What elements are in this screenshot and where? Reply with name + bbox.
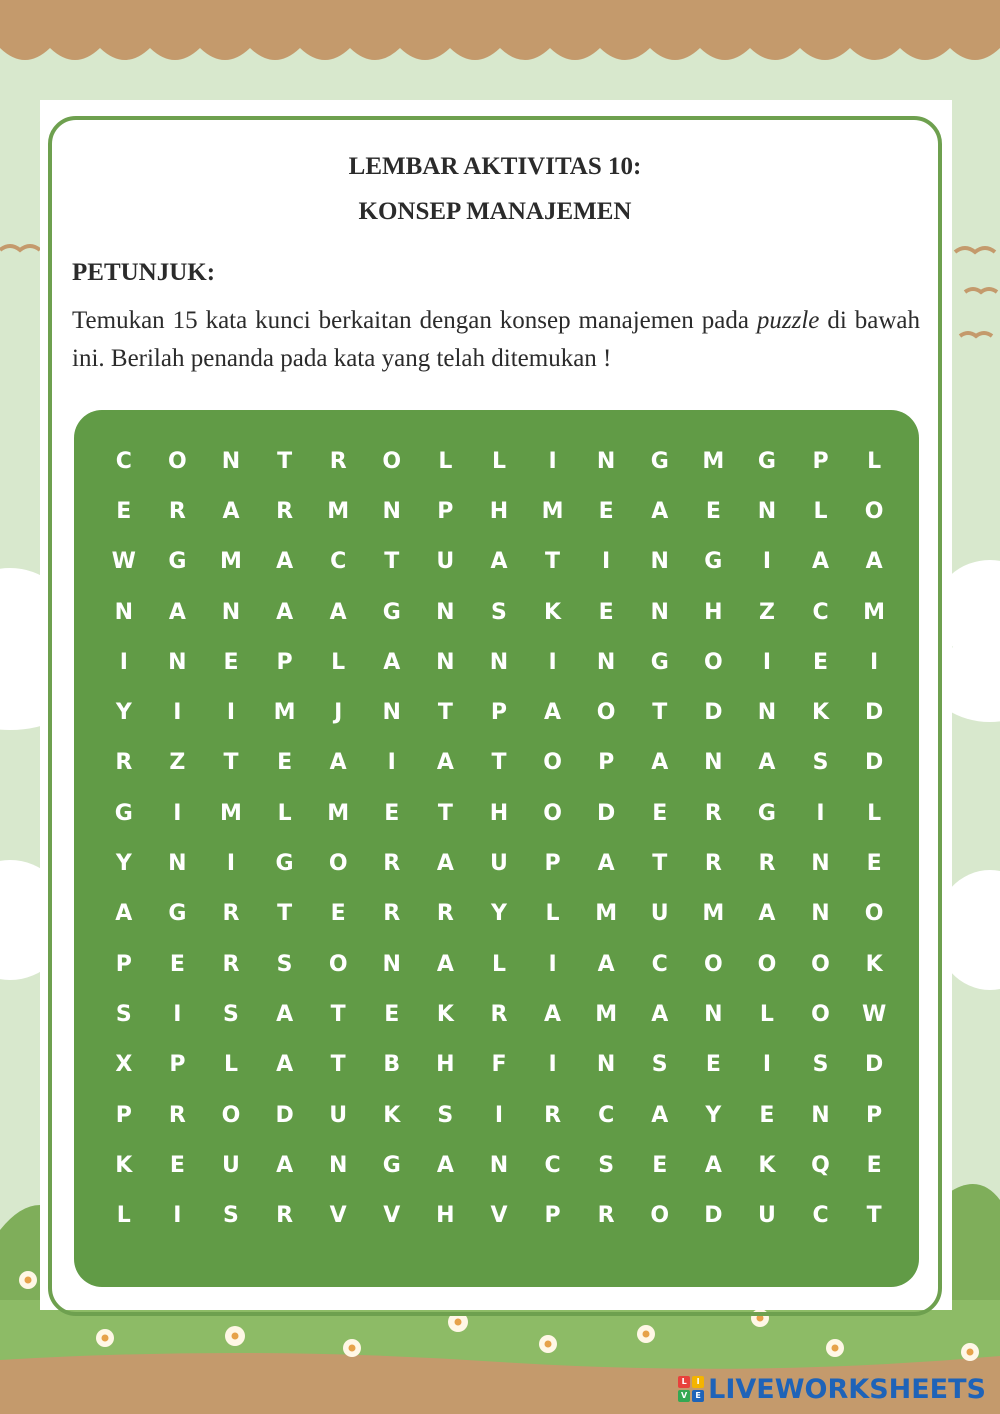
grid-cell[interactable]: P xyxy=(866,1102,883,1128)
grid-cell[interactable]: U xyxy=(650,901,669,927)
grid-cell[interactable]: O xyxy=(596,700,616,726)
grid-cell[interactable]: G xyxy=(650,448,669,474)
grid-cell[interactable]: A xyxy=(276,1052,294,1078)
grid-cell[interactable]: E xyxy=(759,1102,775,1128)
grid-cell[interactable]: A xyxy=(812,549,830,575)
grid-cell[interactable]: T xyxy=(652,700,668,726)
grid-cell[interactable]: I xyxy=(548,951,557,977)
grid-cell[interactable]: A xyxy=(276,1152,294,1178)
grid-cell[interactable]: Y xyxy=(490,901,507,927)
grid-cell[interactable]: E xyxy=(598,599,614,625)
grid-cell[interactable]: I xyxy=(173,1203,182,1229)
grid-cell[interactable]: R xyxy=(758,851,776,877)
grid-cell[interactable]: T xyxy=(223,750,239,776)
grid-cell[interactable]: P xyxy=(437,498,454,524)
grid-cell[interactable]: T xyxy=(866,1203,882,1229)
grid-cell[interactable]: K xyxy=(865,951,883,977)
grid-cell[interactable]: L xyxy=(491,951,506,977)
grid-cell[interactable]: O xyxy=(328,851,348,877)
grid-cell[interactable]: M xyxy=(863,599,886,625)
instructions-text-part2: di bawah ini. Berilah penanda pada kata yang telah ditemukan ! xyxy=(72,307,920,372)
grid-cell[interactable]: E xyxy=(598,498,614,524)
grid-cell[interactable]: I xyxy=(494,1102,504,1128)
grid-cell[interactable]: T xyxy=(277,901,293,927)
grid-cell[interactable]: I xyxy=(762,1052,772,1078)
grid-cell[interactable]: R xyxy=(544,1102,562,1128)
grid-cell[interactable]: K xyxy=(115,1152,133,1178)
grid-cell[interactable]: H xyxy=(489,498,509,524)
grid-cell[interactable]: L xyxy=(867,800,882,826)
grid-cell[interactable]: H xyxy=(436,1203,455,1229)
grid-cell[interactable]: N xyxy=(811,901,830,927)
grid-cell[interactable]: P xyxy=(598,750,615,776)
grid-cell[interactable]: I xyxy=(226,851,236,877)
grid-cell[interactable]: T xyxy=(437,700,453,726)
grid-cell[interactable]: E xyxy=(866,851,882,877)
grid-cell[interactable]: R xyxy=(383,901,401,927)
grid-cell[interactable]: D xyxy=(275,1102,294,1128)
grid-cell[interactable]: G xyxy=(275,851,294,877)
grid-cell[interactable]: M xyxy=(595,901,618,927)
grid-cell[interactable]: Z xyxy=(758,599,775,625)
grid-cell[interactable]: N xyxy=(704,750,723,776)
grid-cell[interactable]: A xyxy=(597,951,615,977)
grid-cell[interactable]: A xyxy=(544,1001,562,1027)
logo-tile: L xyxy=(678,1376,690,1388)
grid-cell[interactable]: P xyxy=(490,700,508,726)
grid-cell[interactable]: R xyxy=(276,498,294,524)
grid-cell[interactable]: N xyxy=(382,951,401,977)
grid-cell[interactable]: L xyxy=(491,448,506,474)
grid-cell[interactable]: O xyxy=(328,951,348,977)
grid-cell[interactable]: O xyxy=(703,649,723,675)
word-search-grid[interactable] xyxy=(97,436,901,1241)
grid-cell[interactable]: E xyxy=(813,649,829,675)
grid-cell[interactable]: R xyxy=(168,498,186,524)
grid-cell[interactable]: O xyxy=(382,448,402,474)
grid-cell[interactable]: D xyxy=(597,800,616,826)
grid-cell[interactable]: J xyxy=(334,700,343,726)
grid-cell[interactable]: R xyxy=(704,800,722,826)
grid-cell[interactable]: N xyxy=(811,1102,830,1128)
grid-cell[interactable]: G xyxy=(757,448,776,474)
grid-cell[interactable]: L xyxy=(759,1001,774,1027)
grid-cell[interactable]: N xyxy=(596,448,616,474)
grid-cell[interactable]: N xyxy=(757,498,777,524)
instructions-label: PETUNJUK: xyxy=(72,259,216,286)
grid-cell[interactable]: O xyxy=(168,448,187,474)
grid-cell[interactable]: A xyxy=(276,1001,294,1027)
grid-cell[interactable]: C xyxy=(115,448,132,474)
grid-cell[interactable]: M xyxy=(327,800,350,826)
grid-cell[interactable]: K xyxy=(758,1152,776,1178)
grid-cell[interactable]: R xyxy=(383,851,401,877)
grid-cell[interactable]: N xyxy=(328,1152,348,1178)
grid-cell[interactable]: N xyxy=(221,599,241,625)
grid-cell[interactable]: G xyxy=(650,649,669,675)
grid-cell[interactable]: V xyxy=(490,1203,508,1229)
grid-cell[interactable]: I xyxy=(173,1001,182,1027)
grid-cell[interactable]: T xyxy=(330,1001,346,1027)
grid-cell[interactable]: R xyxy=(704,851,722,877)
grid-cell[interactable]: G xyxy=(168,901,187,927)
grid-cell[interactable]: M xyxy=(702,448,725,474)
grid-cell[interactable]: M xyxy=(541,498,564,524)
grid-cell[interactable]: K xyxy=(436,1001,454,1027)
grid-cell[interactable]: C xyxy=(330,549,347,575)
grid-cell[interactable]: Y xyxy=(115,851,132,877)
grid-cell[interactable]: L xyxy=(331,649,346,675)
grid-cell[interactable]: C xyxy=(812,599,829,625)
grid-cell[interactable]: I xyxy=(870,649,879,675)
grid-cell[interactable]: I xyxy=(548,1052,557,1078)
grid-cell[interactable]: D xyxy=(864,700,884,726)
grid-cell[interactable]: B xyxy=(383,1052,401,1078)
grid-cell[interactable]: N xyxy=(489,649,509,675)
liveworksheets-logo-text: LIVEWORKSHEETS xyxy=(708,1373,986,1405)
instructions-text-part1: Temukan 15 kata kunci berkaitan dengan konsep manajemen pada xyxy=(72,307,757,334)
grid-cell[interactable]: N xyxy=(596,649,616,675)
grid-cell[interactable]: P xyxy=(115,1102,132,1128)
grid-cell[interactable]: R xyxy=(490,1001,508,1027)
grid-cell[interactable]: O xyxy=(864,498,884,524)
grid-cell[interactable]: U xyxy=(436,549,455,575)
grid-cell[interactable]: U xyxy=(490,851,508,877)
grid-cell[interactable]: A xyxy=(704,1152,722,1178)
grid-cell[interactable]: P xyxy=(544,1203,561,1229)
grid-cell[interactable]: N xyxy=(596,1052,616,1078)
grid-cell[interactable]: T xyxy=(652,851,668,877)
grid-cell[interactable]: S xyxy=(812,750,829,776)
grid-cell[interactable]: O xyxy=(864,901,884,927)
grid-cell[interactable]: E xyxy=(866,1152,882,1178)
grid-cell[interactable]: D xyxy=(864,1052,884,1078)
grid-cell[interactable]: L xyxy=(545,901,560,927)
grid-cell[interactable]: R xyxy=(168,1102,186,1128)
grid-cell[interactable]: A xyxy=(436,750,454,776)
grid-cell[interactable]: N xyxy=(382,700,401,726)
grid-cell[interactable]: T xyxy=(384,549,400,575)
grid-cell[interactable]: P xyxy=(115,951,132,977)
grid-cell[interactable]: A xyxy=(276,599,294,625)
grid-cell[interactable]: S xyxy=(437,1102,454,1128)
grid-cell[interactable]: H xyxy=(489,800,509,826)
logo-tile: V xyxy=(678,1390,690,1402)
grid-cell[interactable]: X xyxy=(115,1052,133,1078)
grid-cell[interactable]: K xyxy=(544,599,562,625)
grid-cell[interactable]: O xyxy=(811,1001,830,1027)
grid-cell[interactable]: N xyxy=(436,599,455,625)
grid-cell[interactable]: D xyxy=(704,700,723,726)
grid-cell[interactable]: P xyxy=(276,649,293,675)
instructions-text xyxy=(72,302,920,378)
grid-cell[interactable]: K xyxy=(811,700,830,726)
grid-cell[interactable]: U xyxy=(329,1102,348,1128)
grid-cell[interactable]: O xyxy=(543,750,562,776)
grid-cell[interactable]: N xyxy=(650,599,669,625)
grid-cell[interactable]: G xyxy=(168,549,187,575)
grid-cell[interactable]: W xyxy=(111,549,136,575)
grid-cell[interactable]: E xyxy=(384,1001,400,1027)
grid-cell[interactable]: V xyxy=(329,1203,347,1229)
grid-cell[interactable]: A xyxy=(651,1102,669,1128)
grid-cell[interactable]: S xyxy=(812,1052,829,1078)
grid-cell[interactable]: T xyxy=(491,750,507,776)
grid-cell[interactable]: M xyxy=(595,1001,618,1027)
grid-cell[interactable]: E xyxy=(705,1052,721,1078)
grid-cell[interactable]: O xyxy=(650,1203,670,1229)
grid-cell[interactable]: A xyxy=(168,599,186,625)
grid-cell[interactable]: E xyxy=(652,800,668,826)
grid-cell[interactable]: L xyxy=(813,498,828,524)
worksheet-title: LEMBAR AKTIVITAS 10: xyxy=(348,153,642,180)
worksheet-subtitle: KONSEP MANAJEMEN xyxy=(358,198,632,225)
grid-cell[interactable]: A xyxy=(758,750,776,776)
grid-cell[interactable]: I xyxy=(816,800,825,826)
grid-cell[interactable]: A xyxy=(222,498,240,524)
grid-cell[interactable]: Y xyxy=(705,1102,722,1128)
liveworksheets-logo-icon xyxy=(678,1376,704,1402)
grid-cell[interactable]: U xyxy=(222,1152,240,1178)
grid-cell[interactable]: E xyxy=(277,750,293,776)
grid-cell[interactable]: A xyxy=(651,750,669,776)
grid-cell[interactable]: C xyxy=(812,1203,829,1229)
grid-cell[interactable]: G xyxy=(382,599,401,625)
grid-cell[interactable]: H xyxy=(704,599,723,625)
grid-cell[interactable]: A xyxy=(329,750,347,776)
logo-tile: E xyxy=(692,1390,704,1402)
grid-cell[interactable]: T xyxy=(545,549,561,575)
grid-cell[interactable]: Z xyxy=(169,750,186,776)
grid-cell[interactable]: N xyxy=(114,599,133,625)
grid-cell[interactable]: I xyxy=(602,549,611,575)
grid-cell[interactable]: R xyxy=(436,901,454,927)
grid-cell[interactable]: O xyxy=(757,951,777,977)
grid-cell[interactable]: V xyxy=(383,1203,401,1229)
grid-cell[interactable]: R xyxy=(276,1203,294,1229)
grid-cell[interactable]: A xyxy=(436,951,454,977)
grid-cell[interactable]: I xyxy=(762,549,772,575)
grid-cell[interactable]: N xyxy=(382,498,401,524)
grid-cell[interactable]: F xyxy=(491,1052,507,1078)
grid-cell[interactable]: N xyxy=(221,448,241,474)
grid-cell[interactable]: N xyxy=(489,1152,509,1178)
grid-cell[interactable]: G xyxy=(114,800,133,826)
grid-cell[interactable]: E xyxy=(169,951,185,977)
grid-cell[interactable]: I xyxy=(173,700,182,726)
grid-cell[interactable]: O xyxy=(811,951,830,977)
grid-cell[interactable]: P xyxy=(812,448,829,474)
grid-cell[interactable]: E xyxy=(384,800,400,826)
grid-cell[interactable]: S xyxy=(115,1001,132,1027)
grid-cell[interactable]: C xyxy=(544,1152,561,1178)
grid-cell[interactable]: I xyxy=(762,649,772,675)
grid-cell[interactable]: D xyxy=(704,1203,723,1229)
grid-cell[interactable]: O xyxy=(221,1102,241,1128)
grid-cell[interactable]: A xyxy=(490,549,508,575)
grid-cell[interactable]: O xyxy=(543,800,562,826)
grid-cell[interactable]: R xyxy=(115,750,133,776)
grid-cell[interactable]: I xyxy=(119,649,128,675)
grid-cell[interactable]: A xyxy=(865,549,883,575)
grid-cell[interactable]: R xyxy=(222,951,240,977)
grid-cell[interactable]: G xyxy=(704,549,723,575)
grid-cell[interactable]: A xyxy=(651,1001,669,1027)
grid-cell[interactable]: T xyxy=(330,1052,346,1078)
grid-cell[interactable]: A xyxy=(758,901,776,927)
grid-cell[interactable]: U xyxy=(757,1203,776,1229)
grid-cell[interactable]: A xyxy=(436,1152,454,1178)
grid-cell[interactable]: H xyxy=(436,1052,455,1078)
grid-cell[interactable]: E xyxy=(330,901,346,927)
grid-cell[interactable]: N xyxy=(650,549,669,575)
grid-cell[interactable]: W xyxy=(861,1001,887,1027)
grid-cell[interactable]: O xyxy=(703,951,723,977)
grid-cell[interactable]: A xyxy=(651,498,669,524)
grid-cell[interactable]: E xyxy=(705,498,721,524)
grid-cell[interactable]: A xyxy=(276,549,294,575)
grid-cell[interactable]: S xyxy=(223,1203,239,1229)
grid-cell[interactable]: E xyxy=(223,649,239,675)
grid-cell[interactable]: L xyxy=(277,800,292,826)
grid-cell[interactable]: A xyxy=(329,599,347,625)
grid-cell[interactable]: A xyxy=(436,851,454,877)
instructions-text-italic: puzzle xyxy=(756,307,820,334)
grid-cell[interactable]: A xyxy=(544,700,562,726)
grid-cell[interactable]: L xyxy=(867,448,882,474)
grid-cell[interactable]: E xyxy=(169,1152,185,1178)
grid-cell[interactable]: S xyxy=(491,599,507,625)
grid-cell[interactable]: Q xyxy=(811,1152,830,1178)
grid-cell[interactable]: N xyxy=(811,851,830,877)
grid-cell[interactable]: N xyxy=(168,851,187,877)
grid-cell[interactable]: S xyxy=(223,1001,239,1027)
grid-cell[interactable]: I xyxy=(173,800,182,826)
grid-cell[interactable]: N xyxy=(704,1001,723,1027)
grid-cell[interactable]: P xyxy=(169,1052,186,1078)
grid-cell[interactable]: S xyxy=(276,951,293,977)
grid-cell[interactable]: L xyxy=(438,448,453,474)
grid-cell[interactable]: G xyxy=(382,1152,401,1178)
grid-cell[interactable]: N xyxy=(757,700,777,726)
grid-cell[interactable]: M xyxy=(702,901,725,927)
grid-cell[interactable]: N xyxy=(436,649,455,675)
grid-cell[interactable]: Y xyxy=(115,700,132,726)
grid-cell[interactable]: R xyxy=(597,1203,615,1229)
grid-cell[interactable]: A xyxy=(383,649,401,675)
grid-cell[interactable]: M xyxy=(220,800,242,826)
grid-cell[interactable]: A xyxy=(115,901,133,927)
grid-cell[interactable]: D xyxy=(864,750,884,776)
grid-cell[interactable]: C xyxy=(651,951,668,977)
grid-cell[interactable]: P xyxy=(544,851,561,877)
grid-cell[interactable]: I xyxy=(226,700,236,726)
grid-cell[interactable]: C xyxy=(598,1102,615,1128)
grid-cell[interactable]: S xyxy=(598,1152,615,1178)
grid-cell[interactable]: A xyxy=(597,851,615,877)
grid-cell[interactable]: I xyxy=(548,448,557,474)
grid-cell[interactable]: R xyxy=(222,901,240,927)
grid-cell[interactable]: L xyxy=(223,1052,238,1078)
grid-cell[interactable]: K xyxy=(383,1102,401,1128)
grid-cell[interactable]: R xyxy=(329,448,347,474)
grid-cell[interactable]: E xyxy=(652,1152,668,1178)
logo-tile: I xyxy=(692,1376,704,1388)
grid-cell[interactable]: T xyxy=(437,800,453,826)
grid-cell[interactable]: S xyxy=(651,1052,668,1078)
grid-cell[interactable]: I xyxy=(387,750,396,776)
grid-cell[interactable]: T xyxy=(277,448,293,474)
grid-cell[interactable]: I xyxy=(548,649,557,675)
grid-cell[interactable]: G xyxy=(757,800,776,826)
liveworksheets-logo[interactable] xyxy=(678,1372,986,1406)
grid-cell[interactable]: M xyxy=(273,700,296,726)
grid-cell[interactable]: M xyxy=(327,498,350,524)
grid-cell[interactable]: L xyxy=(116,1203,131,1229)
grid-cell[interactable]: N xyxy=(168,649,187,675)
grid-cell[interactable]: E xyxy=(116,498,132,524)
grid-cell[interactable]: M xyxy=(220,549,242,575)
